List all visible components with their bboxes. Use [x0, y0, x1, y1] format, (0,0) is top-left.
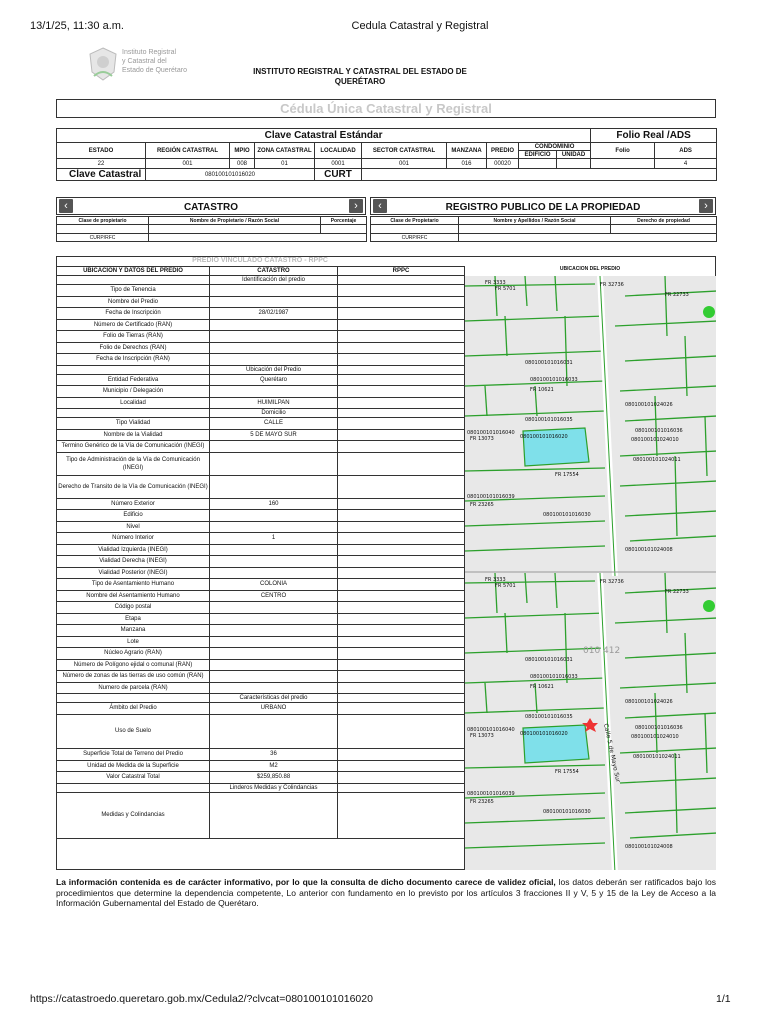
field-value: [210, 682, 338, 694]
rppc-value: [338, 714, 465, 749]
field-label: Número de Polígono ejidal o comunal (RAN): [57, 659, 210, 671]
rppc-value: [338, 510, 465, 522]
map-label: 080100101016035: [525, 714, 573, 720]
field-value: [210, 602, 338, 614]
field-row: [57, 319, 465, 331]
map-label: FR 23265: [470, 502, 494, 508]
field-value: 5 DE MAYO SUR: [210, 429, 338, 441]
map-label: 080100101024008: [625, 844, 673, 850]
rppc-value: [338, 498, 465, 510]
rppc-value: [338, 533, 465, 545]
field-label: Localidad: [57, 397, 210, 409]
map-label: FR 3333: [485, 577, 506, 583]
map-label: FR 17554: [555, 472, 579, 478]
rppc-value: [338, 429, 465, 441]
field-label: Uso de Suelo: [57, 714, 210, 749]
field-label: Tipo de Asentamiento Humano: [57, 579, 210, 591]
subsection-row: Identificación del predio: [57, 276, 465, 285]
field-label: Fecha de Inscripción: [57, 308, 210, 320]
field-value: [210, 556, 338, 568]
map-label: 080100101024010: [631, 734, 679, 740]
registro-next-button[interactable]: ›: [699, 199, 713, 213]
registro-header: ‹ REGISTRO PUBLICO DE LA PROPIEDAD ›: [370, 197, 716, 215]
field-label: Tipo de Administración de la Vía de Comunicación (INEGI): [57, 452, 210, 475]
institute-logo: [88, 46, 118, 82]
rppc-value: [338, 285, 465, 297]
field-label: Unidad de Medida de la Superficie: [57, 760, 210, 772]
field-label: Nombre del Asentamiento Humano: [57, 590, 210, 602]
rppc-value: [338, 772, 465, 784]
curt-label: CURT: [315, 169, 362, 181]
field-row: [57, 714, 465, 749]
footer-url: https://catastroedo.queretaro.gob.mx/Cedula2/?clvcat=080100101016020: [30, 993, 373, 1005]
field-row: [57, 760, 465, 772]
map-label: 080100101024026: [625, 402, 673, 408]
rppc-value: [338, 659, 465, 671]
field-value: [210, 331, 338, 343]
field-row: [57, 772, 465, 784]
clave-value: 080100101016020: [146, 169, 315, 181]
field-row: [57, 441, 465, 453]
field-row: [57, 331, 465, 343]
rppc-value: [338, 319, 465, 331]
field-label: Nivel: [57, 521, 210, 533]
field-label: Número de zonas de las tierras de uso común (RAN): [57, 671, 210, 683]
field-label: Ámbito del Predio: [57, 703, 210, 715]
field-label: Núcleo Agrario (RAN): [57, 648, 210, 660]
rppc-value: [338, 342, 465, 354]
catastro-table: Clase de propietario Nombre de Propietario / Razón Social Porcentaje CURP/RFC: [56, 216, 367, 242]
field-row: [57, 386, 465, 398]
field-label: Medidas y Colindancias: [57, 792, 210, 838]
rppc-value: [338, 749, 465, 761]
field-row: [57, 682, 465, 694]
field-label: Entidad Federativa: [57, 374, 210, 386]
map-label: FR 22733: [665, 589, 689, 595]
map-label: 080100101024011: [633, 754, 681, 760]
catastro-prev-button[interactable]: ‹: [59, 199, 73, 213]
field-label: Folio de Derechos (RAN): [57, 342, 210, 354]
field-row: [57, 602, 465, 614]
field-value: [210, 296, 338, 308]
map-label: 080100101016036: [635, 725, 683, 731]
field-row: [57, 671, 465, 683]
field-value: 28/02/1987: [210, 308, 338, 320]
field-value: [210, 441, 338, 453]
clave-title: Clave Catastral Estándar: [57, 129, 591, 143]
predio-table: UBICACIÓN Y DATOS DEL PREDIO CATASTRO RPPC Identificación del predio Tipo de Tenencia Nombre del Predio Fecha de Inscripción 28/02/1987 Número de Certificado (RAN) Folio de Tierras (RAN) Folio de Derechos (RAN) Fecha de Inscripción (RAN) Ubicación del Predio Entidad Federativa Querétaro Municipio / Delegación Localidad HUIMILPAN Domicilio Tipo Vialidad CALLE Nombre de la Vialidad 5 DE MAYO SUR Termino Genérico de la Vía de Comunicación (INEGI) Tipo de Administración de la Vía de Comunicación (INEGI) Derecho de Transito de la Vía de Comunicación (INEGI) Número Exterior 160 Edificio Nivel Número Interior 1 Vialidad Izquierda (INEGI) Vialidad Derecha (INEGI) Vialidad Posterior (INEGI) Tipo de Asentamiento Humano COLONIA Nombre del Asentamiento Humano CENTRO Código postal Etapa Manzana Lote Núcleo Agrario (RAN) Número de Polígono ejidal o comunal (RAN) Número de zonas de las tierras de uso común (RAN) Numero de parcela (RAN) Características del predio Ámbito del Predio URBANO Uso de Suelo Superficie Total de Terreno del Predio 36 Unidad de Medida de la Superficie M2 Valor Catastral Total $259,850.88 Linderos Medidas y Colindancias Medidas y Colindancias: [56, 266, 465, 839]
map-label: 080100101016040: [467, 727, 515, 733]
street-label: Calle 5 de Mayo Sur: [602, 722, 622, 784]
rppc-value: [338, 625, 465, 637]
rppc-value: [338, 397, 465, 409]
clave-label: Clave Catastral: [57, 169, 146, 181]
map-label: 080100101016020: [520, 731, 568, 737]
map-label: FR 3333: [485, 280, 506, 286]
print-datetime: 13/1/25, 11:30 a.m.: [30, 20, 124, 32]
field-row: [57, 354, 465, 366]
field-label: Superficie Total de Terreno del Predio: [57, 749, 210, 761]
rppc-value: [338, 475, 465, 498]
map-label: 080100101016040: [467, 430, 515, 436]
field-label: Nombre de la Vialidad: [57, 429, 210, 441]
field-row: [57, 374, 465, 386]
predio-title: PREDIO VINCULADO CATASTRO - RPPC: [192, 257, 328, 264]
field-value: [210, 319, 338, 331]
field-row: [57, 749, 465, 761]
field-row: [57, 475, 465, 498]
field-label: Vialidad Posterior (INEGI): [57, 567, 210, 579]
banner-title: Cédula Única Catastral y Registral: [56, 99, 716, 118]
field-label: Vialidad Izquierda (INEGI): [57, 544, 210, 556]
location-map[interactable]: [464, 276, 716, 870]
field-label: Manzana: [57, 625, 210, 637]
rppc-value: [338, 613, 465, 625]
field-row: [57, 521, 465, 533]
map-label: 080100101016039: [467, 494, 515, 500]
rppc-value: [338, 354, 465, 366]
map-label: FR 5701: [495, 583, 516, 589]
field-value: [210, 475, 338, 498]
field-row: [57, 703, 465, 715]
rppc-value: [338, 648, 465, 660]
field-value: [210, 714, 338, 749]
field-value: [210, 671, 338, 683]
map-label: 080100101024026: [625, 699, 673, 705]
map-label: 080100101016035: [525, 417, 573, 423]
field-value: [210, 386, 338, 398]
field-value: [210, 285, 338, 297]
field-label: Tipo de Tenencia: [57, 285, 210, 297]
rppc-value: [338, 452, 465, 475]
rppc-value: [338, 590, 465, 602]
field-value: [210, 544, 338, 556]
field-value: [210, 342, 338, 354]
field-row: [57, 556, 465, 568]
rppc-value: [338, 296, 465, 308]
field-label: Fecha de Inscripción (RAN): [57, 354, 210, 366]
zoom-in-icon: [703, 600, 715, 612]
field-row: [57, 452, 465, 475]
map-label: FR 23265: [470, 799, 494, 805]
field-label: Nombre del Predio: [57, 296, 210, 308]
subsection-row: Linderos Medidas y Colindancias: [57, 783, 465, 792]
subsection-row: Ubicación del Predio: [57, 365, 465, 374]
rppc-value: [338, 441, 465, 453]
field-value: [210, 567, 338, 579]
rppc-value: [338, 792, 465, 838]
rppc-value: [338, 703, 465, 715]
map-label: 080100101016031: [525, 360, 573, 366]
field-label: Derecho de Transito de la Vía de Comunicación (INEGI): [57, 475, 210, 498]
field-label: Número de Certificado (RAN): [57, 319, 210, 331]
field-value: [210, 452, 338, 475]
field-row: [57, 397, 465, 409]
field-value: URBANO: [210, 703, 338, 715]
rppc-value: [338, 579, 465, 591]
field-row: [57, 418, 465, 430]
institute-name: INSTITUTO REGISTRAL Y CATASTRAL DEL ESTADO DE QUERÉTARO: [253, 67, 467, 86]
map-label: FR 13073: [470, 436, 494, 442]
field-value: [210, 792, 338, 838]
rppc-value: [338, 760, 465, 772]
rppc-value: [338, 418, 465, 430]
rppc-value: [338, 331, 465, 343]
catastro-next-button[interactable]: ›: [349, 199, 363, 213]
field-value: HUIMILPAN: [210, 397, 338, 409]
field-row: [57, 296, 465, 308]
map-title: UBICACION DEL PREDIO: [559, 266, 621, 272]
zone-label: 010 412: [583, 646, 621, 656]
field-row: [57, 613, 465, 625]
map-label: FR 10621: [530, 387, 554, 393]
map-label: 080100101024008: [625, 547, 673, 553]
rppc-value: [338, 682, 465, 694]
field-row: [57, 567, 465, 579]
map-label: 080100101016030: [543, 809, 591, 815]
map-label: FR 32736: [600, 282, 624, 288]
rppc-value: [338, 374, 465, 386]
field-row: [57, 498, 465, 510]
field-value: M2: [210, 760, 338, 772]
field-row: [57, 636, 465, 648]
field-label: Vialidad Derecha (INEGI): [57, 556, 210, 568]
field-value: CENTRO: [210, 590, 338, 602]
field-row: [57, 510, 465, 522]
field-label: Numero de parcela (RAN): [57, 682, 210, 694]
map-label: 080100101016033: [530, 674, 578, 680]
map-label: 080100101024011: [633, 457, 681, 463]
disclaimer: La información contenida es de carácter informativo, por lo que la consulta de dicho documento carece de validez oficial, los datos deberán ser ratificados bajo los procedimientos que determine la dependencia competente, Lo anterior con fundamento en lo previsto por los artículos 3 fracciones II y V, 5 y 15 de la Ley de Acceso a la Información Gubernamental del Estado de Querétaro.: [56, 877, 716, 908]
rppc-value: [338, 556, 465, 568]
subsection-row: Domicilio: [57, 409, 465, 418]
field-value: [210, 521, 338, 533]
field-label: Edificio: [57, 510, 210, 522]
field-label: Tipo Vialidad: [57, 418, 210, 430]
map-label: FR 17554: [555, 769, 579, 775]
field-label: Lote: [57, 636, 210, 648]
subsection-row: Características del predio: [57, 694, 465, 703]
field-label: Folio de Tierras (RAN): [57, 331, 210, 343]
field-row: [57, 308, 465, 320]
map-label: 080100101016033: [530, 377, 578, 383]
field-row: [57, 579, 465, 591]
logo-text: Instituto Registral y Catastral del Estado de Querétaro: [122, 49, 187, 74]
field-row: [57, 792, 465, 838]
map-label: 080100101016031: [525, 657, 573, 663]
field-value: [210, 659, 338, 671]
field-row: [57, 429, 465, 441]
field-value: [210, 648, 338, 660]
folio-title: Folio Real /ADS: [591, 129, 717, 143]
map-label: FR 32736: [600, 579, 624, 585]
catastro-header: ‹ CATASTRO ›: [56, 197, 366, 215]
field-row: [57, 544, 465, 556]
rppc-value: [338, 308, 465, 320]
zoom-in-icon: [703, 306, 715, 318]
rppc-value: [338, 521, 465, 533]
map-label: 080100101016036: [635, 428, 683, 434]
field-value: CALLE: [210, 418, 338, 430]
rppc-value: [338, 567, 465, 579]
field-label: Termino Genérico de la Vía de Comunicación (INEGI): [57, 441, 210, 453]
map-label: FR 13073: [470, 733, 494, 739]
field-label: Número Interior: [57, 533, 210, 545]
field-label: Valor Catastral Total: [57, 772, 210, 784]
map-label: 080100101016039: [467, 791, 515, 797]
field-label: Número Exterior: [57, 498, 210, 510]
map-label: 080100101024010: [631, 437, 679, 443]
field-value: Querétaro: [210, 374, 338, 386]
clave-values: 22 001 008 01 0001 001 016 00020 4: [57, 159, 717, 169]
clave-table: Clave Catastral Estándar Folio Real /ADS ESTADO REGIÓN CATASTRAL MPIO ZONA CATASTRAL LOCALIDAD SECTOR CATASTRAL MANZANA PREDIO CONDOMINIO Folio ADS EDIFICIO UNIDAD 22 001 008 01 0001 001 016 00020 4 Clave Catastral 080100101016020 CURT: [56, 128, 717, 181]
field-row: [57, 285, 465, 297]
field-value: COLONIA: [210, 579, 338, 591]
field-value: [210, 354, 338, 366]
field-row: [57, 659, 465, 671]
registro-prev-button[interactable]: ‹: [373, 199, 387, 213]
rppc-value: [338, 602, 465, 614]
print-title: Cedula Catastral y Registral: [351, 20, 489, 32]
field-value: 1: [210, 533, 338, 545]
field-value: $259,850.88: [210, 772, 338, 784]
rppc-value: [338, 386, 465, 398]
field-row: [57, 533, 465, 545]
map-label: FR 22733: [665, 292, 689, 298]
map-label: FR 10621: [530, 684, 554, 690]
map-label: FR 5701: [495, 286, 516, 292]
rppc-value: [338, 671, 465, 683]
field-label: Municipio / Delegación: [57, 386, 210, 398]
map-label: 080100101016020: [520, 434, 568, 440]
field-value: 36: [210, 749, 338, 761]
footer-page: 1/1: [716, 993, 731, 1005]
field-value: [210, 636, 338, 648]
map-label: 080100101016030: [543, 512, 591, 518]
field-row: [57, 342, 465, 354]
field-label: Código postal: [57, 602, 210, 614]
field-value: [210, 613, 338, 625]
field-row: [57, 648, 465, 660]
rppc-value: [338, 636, 465, 648]
field-row: [57, 590, 465, 602]
rppc-value: [338, 544, 465, 556]
field-value: [210, 510, 338, 522]
registro-table: Clase de Propietario Nombre y Apellidos / Razón Social Derecho de propiedad CURP/RFC: [370, 216, 717, 242]
field-row: [57, 625, 465, 637]
field-value: [210, 625, 338, 637]
field-label: Etapa: [57, 613, 210, 625]
field-value: 160: [210, 498, 338, 510]
